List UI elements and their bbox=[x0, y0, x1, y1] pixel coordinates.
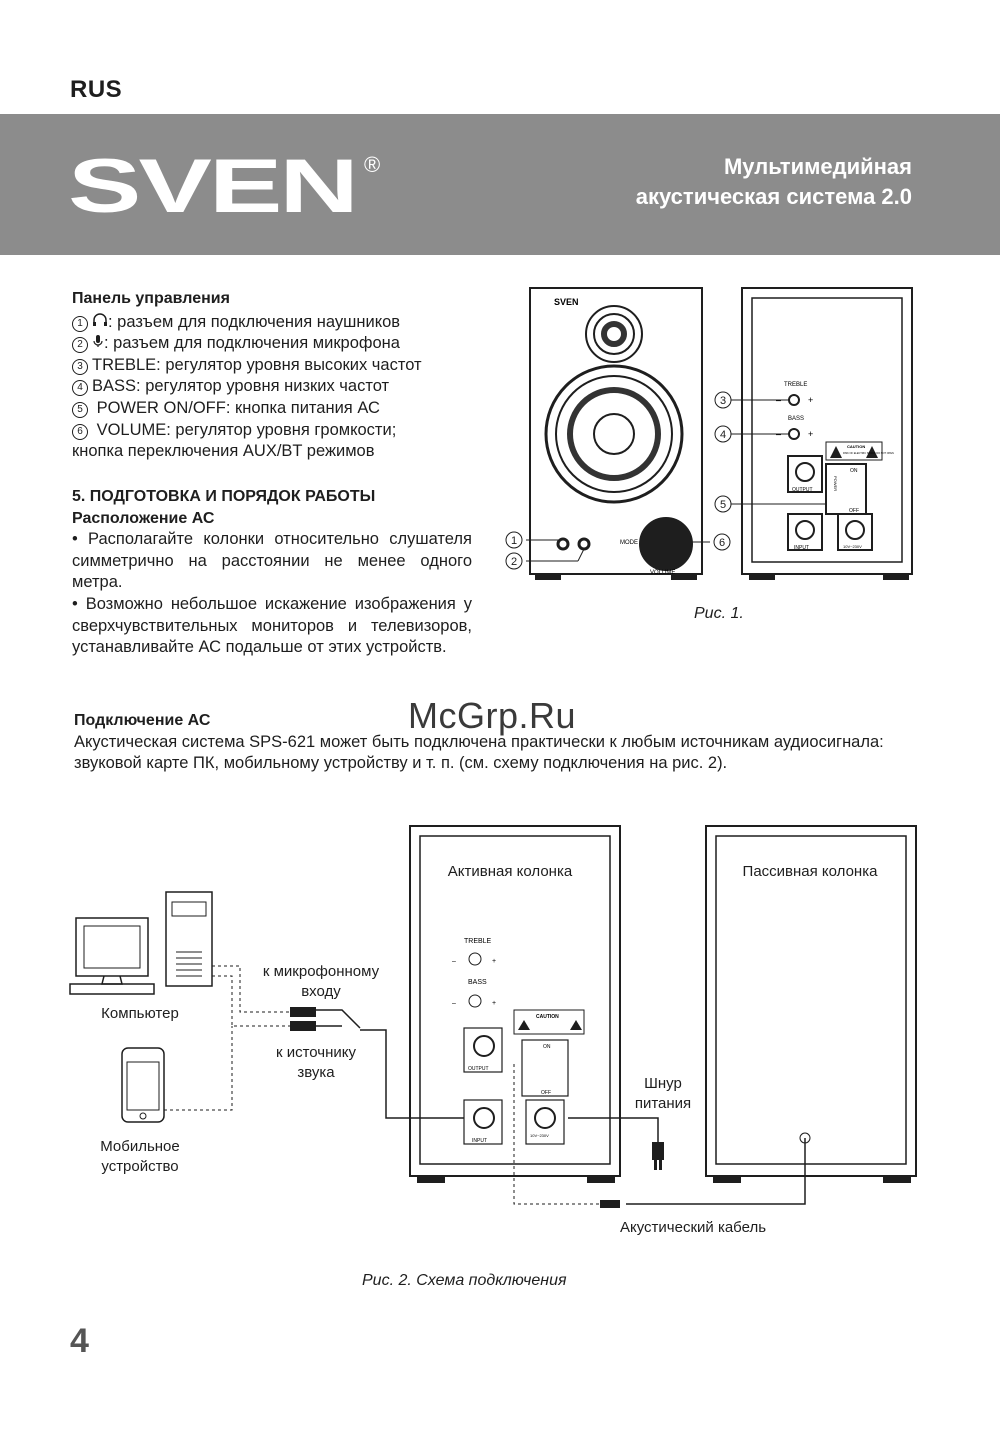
callout-5: 5 bbox=[719, 499, 727, 511]
pc-tower bbox=[166, 892, 212, 986]
power-plug bbox=[652, 1142, 664, 1160]
control-panel-heading: Панель управления bbox=[72, 290, 230, 307]
volume-knob bbox=[640, 518, 692, 570]
treble-knob bbox=[789, 395, 799, 405]
svg-text:TREBLE: TREBLE bbox=[464, 938, 492, 945]
mobile-device bbox=[122, 1048, 164, 1122]
svg-text:+: + bbox=[808, 395, 814, 405]
mobile-label: Мобильное устройство bbox=[100, 1138, 180, 1175]
control-panel-section bbox=[72, 288, 492, 463]
list-item: 3 TREBLE: регулятор уровня высоких частот bbox=[72, 355, 492, 377]
caution-text: RISK OF ELECTRIC SHOCK DO NOT OPEN bbox=[843, 452, 894, 455]
callout-1: 1 bbox=[510, 535, 518, 547]
svg-text:ON: ON bbox=[543, 1044, 551, 1050]
woofer bbox=[546, 366, 682, 502]
section-5-heading: 5. ПОДГОТОВКА И ПОРЯДОК РАБОТЫ bbox=[72, 488, 376, 505]
bass-knob bbox=[789, 429, 799, 439]
connection-text: Акустическая система SPS-621 может быть подключена практически к любым источникам аудиосигнала: звуковой карте ПК, мобильному устройству и т. п. (см. схему подключения на рис. 2). bbox=[74, 732, 884, 773]
placement-bullet-2: • Возможно небольшое искажение изображения у сверхчувствительных мониторов и телевизоров, устанавливайте АС подальше от этих устройств. bbox=[72, 594, 472, 657]
volume-label: VOLUME bbox=[650, 570, 676, 576]
page-number: 4 bbox=[70, 1322, 89, 1360]
svg-text:OUTPUT: OUTPUT bbox=[468, 1066, 489, 1072]
svg-text:–: – bbox=[776, 429, 782, 439]
title-line-2: акустическая система 2.0 bbox=[635, 184, 912, 209]
watermark: McGrp.Ru bbox=[408, 695, 577, 736]
list-item: 4 BASS: регулятор уровня низких частот bbox=[72, 376, 492, 398]
active-speaker-label: Активная колонка bbox=[447, 863, 573, 880]
callout-6: 6 bbox=[718, 537, 726, 549]
on-label: ON bbox=[850, 468, 858, 474]
figure-2-caption: Рис. 2. Схема подключения bbox=[362, 1272, 567, 1289]
placement-bullet-1: • Располагайте колонки относительно слушателя симметрично на расстоянии не менее одного метра. bbox=[72, 530, 472, 592]
callout-4: 4 bbox=[719, 429, 727, 441]
rear-speaker-outline bbox=[742, 288, 912, 574]
power-switch-box bbox=[826, 464, 866, 514]
computer-label: Компьютер bbox=[101, 1005, 179, 1022]
registered-mark: ® bbox=[364, 152, 381, 177]
mic-input-label: к микрофонному входу bbox=[262, 963, 380, 1000]
monitor bbox=[76, 918, 148, 976]
svg-text:OFF: OFF bbox=[541, 1090, 551, 1096]
section-5 bbox=[72, 486, 472, 659]
power-cord-label: Шнур питания bbox=[634, 1075, 692, 1112]
treble-label: TREBLE bbox=[784, 382, 808, 388]
list-item: 1 : разъем для подключения наушников bbox=[72, 312, 492, 334]
caution-label: CAUTION bbox=[847, 444, 866, 449]
svg-text:+: + bbox=[808, 429, 814, 439]
svg-text:BASS: BASS bbox=[468, 979, 487, 986]
input-label: INPUT bbox=[794, 545, 809, 551]
headphone-jack bbox=[558, 539, 568, 549]
bass-label: BASS bbox=[788, 416, 805, 422]
svg-text:–: – bbox=[452, 958, 456, 965]
passive-speaker-label: Пассивная колонка bbox=[742, 863, 878, 880]
figure-1-caption: Рис. 1. bbox=[694, 605, 744, 622]
language-code: RUS bbox=[70, 76, 123, 103]
off-label: OFF bbox=[849, 508, 859, 514]
list-item: 6 VOLUME: регулятор уровня громкости; bbox=[72, 420, 492, 442]
list-item-continuation: кнопка переключения AUX/BT режимов bbox=[72, 442, 375, 461]
connection-section bbox=[74, 710, 924, 775]
svg-text:+: + bbox=[492, 958, 497, 965]
list-item: 2 : разъем для подключения микрофона bbox=[72, 333, 492, 355]
list-item: 5 POWER ON/OFF: кнопка питания АС bbox=[72, 398, 492, 420]
svg-text:10V~230V: 10V~230V bbox=[530, 1133, 549, 1138]
microphone-icon bbox=[92, 334, 104, 348]
brand-name: SVEN bbox=[68, 150, 356, 220]
front-brand: SVEN bbox=[554, 297, 579, 307]
svg-text:–: – bbox=[452, 1000, 456, 1007]
output-label: OUTPUT bbox=[792, 487, 813, 493]
callout-3: 3 bbox=[719, 395, 727, 407]
page-title bbox=[636, 152, 912, 212]
connection-heading: Подключение АС bbox=[74, 712, 211, 729]
mode-label: MODE bbox=[620, 540, 638, 546]
figure-1-speaker-panels bbox=[500, 286, 920, 586]
svg-text:+: + bbox=[492, 1000, 497, 1007]
power-label: POWER bbox=[833, 476, 838, 492]
speaker-cable-label: Акустический кабель bbox=[619, 1219, 767, 1236]
callout-2: 2 bbox=[510, 556, 518, 568]
svg-text:–: – bbox=[776, 395, 782, 405]
mic-jack bbox=[579, 539, 589, 549]
speaker-cable-plug bbox=[600, 1200, 620, 1208]
headphones-icon bbox=[92, 313, 108, 327]
placement-subheading: Расположение АС bbox=[72, 509, 215, 527]
svg-text:CAUTION: CAUTION bbox=[536, 1014, 559, 1020]
title-line-1: Мультимедийная bbox=[723, 154, 912, 179]
sound-source-label: к источнику звука bbox=[275, 1044, 357, 1081]
sven-logo bbox=[68, 150, 388, 220]
svg-text:INPUT: INPUT bbox=[472, 1138, 487, 1144]
voltage-label: 10V~230V bbox=[843, 544, 862, 549]
